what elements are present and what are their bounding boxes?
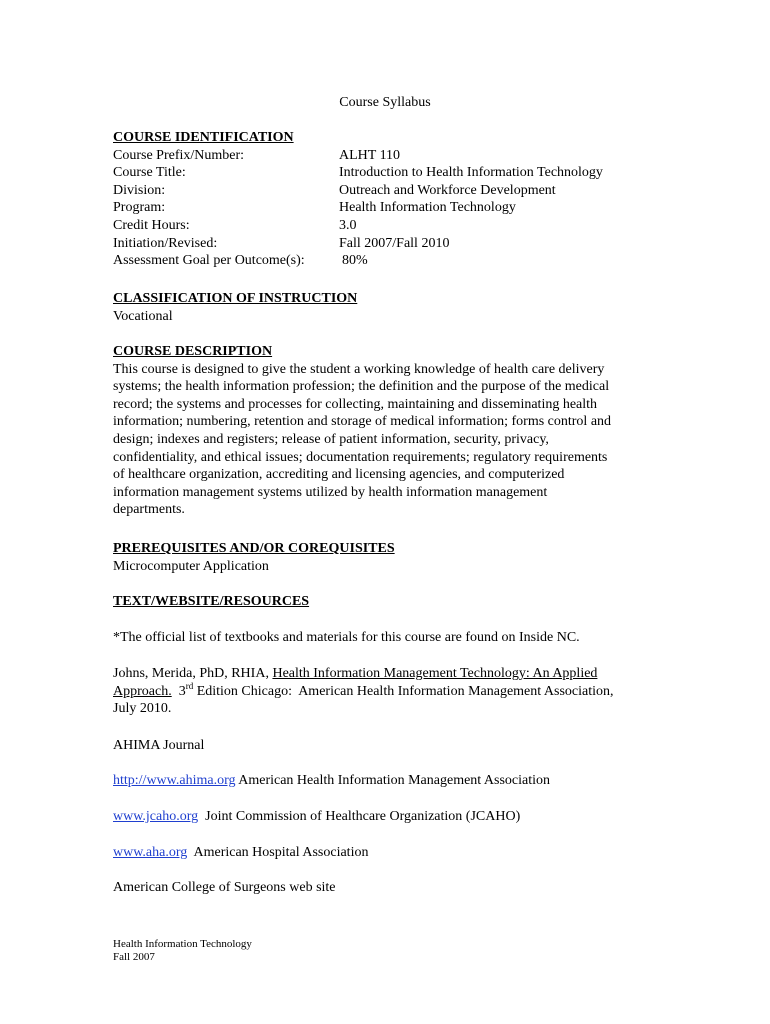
course-identification-heading: COURSE IDENTIFICATION xyxy=(113,130,294,145)
id-row xyxy=(113,164,658,182)
id-value: 80% xyxy=(342,253,368,269)
resources-heading-block xyxy=(113,593,658,611)
classification-text: Vocational xyxy=(113,308,173,324)
id-value: 3.0 xyxy=(339,217,357,233)
classification-heading: CLASSIFICATION OF INSTRUCTION xyxy=(113,291,358,306)
id-label: Credit Hours: xyxy=(113,217,190,233)
id-value: Fall 2007/Fall 2010 xyxy=(339,235,450,251)
jcaho-description: Joint Commission of Healthcare Organization (JCAHO) xyxy=(198,809,521,824)
citation-publisher: Edition Chicago: American Health Information Management Association, xyxy=(193,683,614,699)
id-label: Program: xyxy=(113,200,166,216)
citation-title: Health Information Management Technology: An Applied xyxy=(272,666,598,681)
description-line: design; indexes and registers; release of patient information, security, privacy, xyxy=(113,431,549,447)
id-value: ALHT 110 xyxy=(339,147,401,163)
document-title: Course Syllabus xyxy=(339,95,431,110)
citation-edition-number: 3 xyxy=(171,683,186,699)
id-row xyxy=(113,252,658,270)
id-row xyxy=(113,147,658,165)
citation-author: Johns, Merida, PhD, RHIA, xyxy=(113,666,273,681)
prerequisites-text: Microcomputer Application xyxy=(113,558,269,574)
description-line: of healthcare organization, accrediting and licensing agencies, and computerized xyxy=(113,467,565,483)
citation-edition-suffix: rd xyxy=(185,680,194,691)
description-line: This course is designed to give the student a working knowledge of health care delivery xyxy=(113,361,605,377)
resources-heading: TEXT/WEBSITE/RESOURCES xyxy=(113,594,310,609)
description-line: confidentiality, and ethical issues; documentation requirements; regulatory requirements xyxy=(113,449,608,465)
acs-text: American College of Surgeons web site xyxy=(113,880,336,895)
page-footer xyxy=(113,938,252,964)
classification-section xyxy=(113,290,658,325)
official-note-text: *The official list of textbooks and materials for this course are found on Inside NC. xyxy=(113,630,580,645)
course-description-section xyxy=(113,343,658,519)
textbook-citation xyxy=(113,665,658,718)
footer-term: Fall 2007 xyxy=(113,951,155,963)
id-label: Assessment Goal per Outcome(s): xyxy=(113,253,305,269)
id-value: Health Information Technology xyxy=(339,200,516,216)
course-identification-section xyxy=(113,129,658,270)
official-note xyxy=(113,629,658,647)
description-line: systems; the health information profession; the definition and the purpose of the medical xyxy=(113,379,610,395)
ahima-description: American Health Information Management Association xyxy=(235,773,551,788)
description-line: information; numbering, retention and storage of medical information; forms control and xyxy=(113,414,612,430)
citation-date: July 2010. xyxy=(113,701,172,717)
id-value: Outreach and Workforce Development xyxy=(339,182,556,198)
acs-entry xyxy=(113,879,658,897)
id-label: Initiation/Revised: xyxy=(113,235,218,251)
id-row xyxy=(113,199,658,217)
id-label: Course Title: xyxy=(113,165,186,181)
id-row xyxy=(113,235,658,253)
description-line: information management systems utilized by health information management xyxy=(113,484,548,500)
course-description-heading: COURSE DESCRIPTION xyxy=(113,344,273,359)
footer-program: Health Information Technology xyxy=(113,938,252,950)
id-label: Course Prefix/Number: xyxy=(113,147,245,163)
description-line: record; the systems and processes for collecting, maintaining and disseminating health xyxy=(113,396,598,412)
resource-link-aha xyxy=(113,844,658,862)
aha-description: American Hospital Association xyxy=(187,845,369,860)
aha-link[interactable]: www.aha.org xyxy=(113,845,188,860)
prerequisites-heading: PREREQUISITES AND/OR COREQUISITES xyxy=(113,541,395,556)
journal-name: AHIMA Journal xyxy=(113,738,205,753)
jcaho-link[interactable]: www.jcaho.org xyxy=(113,809,199,824)
id-value: Introduction to Health Information Technology xyxy=(339,165,603,181)
ahima-link[interactable]: http://www.ahima.org xyxy=(113,773,236,788)
id-row xyxy=(113,182,658,200)
prerequisites-section xyxy=(113,540,658,575)
citation-title-end: Approach. xyxy=(113,683,172,699)
resource-link-jcaho xyxy=(113,808,658,826)
id-row xyxy=(113,217,658,235)
description-line: departments. xyxy=(113,502,185,518)
resource-link-ahima xyxy=(113,772,658,790)
journal-entry xyxy=(113,737,658,755)
id-label: Division: xyxy=(113,182,166,198)
